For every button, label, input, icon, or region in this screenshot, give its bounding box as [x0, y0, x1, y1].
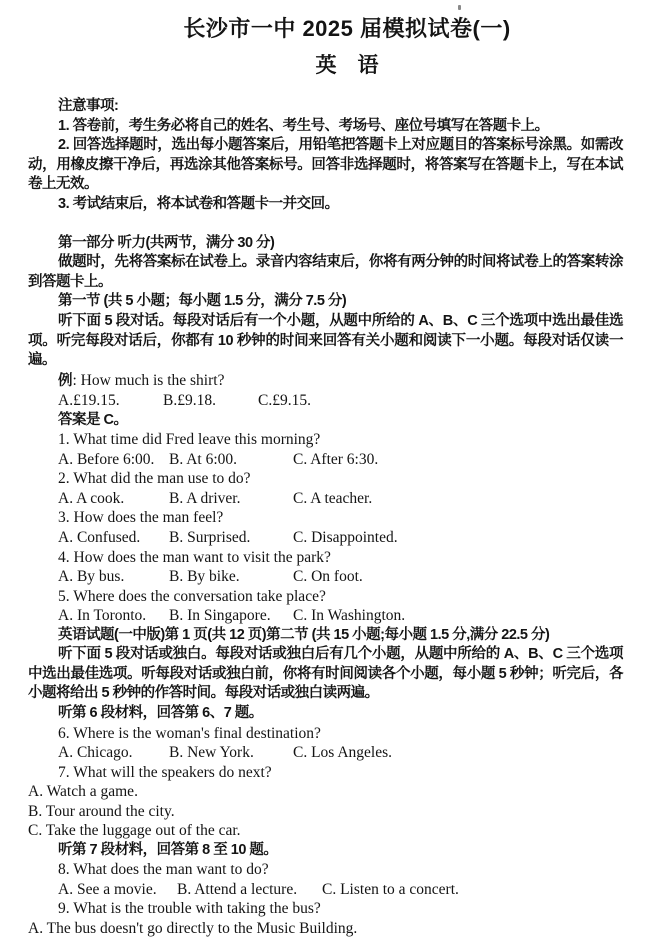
- section1-instructions: 听下面 5 段对话。每段对话后有一个小题，从题中所给的 A、B、C 三个选项中选出最佳选项。听完每段对话后，你都有 10 秒钟的时间来回答有关小题和阅读下一小题。每段对话仅读一遍。: [28, 313, 623, 369]
- notice-item-3: 3. 考试结束后，将本试卷和答题卡一并交回。: [58, 195, 339, 212]
- option-c: C. In Washington.: [293, 607, 406, 625]
- option-a: A. A cook.: [58, 489, 125, 507]
- example-options-row: [58, 391, 623, 411]
- material7-heading: 听第 7 段材料，回答第 8 至 10 题。: [58, 841, 278, 858]
- option-c: C. Los Angeles.: [293, 744, 393, 762]
- part1-heading: 第一部分 听力(共两节，满分 30 分): [58, 234, 275, 251]
- option-b: B. In Singapore.: [169, 607, 271, 625]
- exam-body: [28, 97, 623, 939]
- option-a: A. Watch a game.: [28, 783, 138, 801]
- options-row-6: [58, 743, 623, 763]
- options-row-4: [58, 567, 623, 587]
- part1-intro: 做题时，先将答案标在试卷上。录音内容结束后，你将有两分钟的时间将试卷上的答案转涂到答题卡上。: [28, 254, 623, 290]
- question-text-8: 8. What does the man want to do?: [58, 861, 269, 879]
- question-text-9: 9. What is the trouble with taking the bus?: [58, 900, 321, 918]
- option-c: C. A teacher.: [293, 489, 373, 507]
- option-a: A. By bus.: [58, 568, 125, 586]
- option-b: B. By bike.: [169, 568, 240, 586]
- section2-instructions: 听下面 5 段对话或独白。每段对话或独白后有几个小题，从题中所给的 A、B、C 三个选项中选出最佳选项。听每段对话或独白前，你将有时间阅读各个小题，每小题 5 秒钟；听完后，各小题将给出 5 秒钟的作答时间。每段对话或独白读两遍。: [28, 646, 623, 702]
- option-b: B. New York.: [169, 744, 254, 762]
- question-text-2: 2. What did the man use to do?: [58, 470, 251, 488]
- notice-item-1: 1. 答卷前，考生务必将自己的姓名、考生号、考场号、座位号填写在答题卡上。: [58, 117, 549, 134]
- option-a: A. See a movie.: [58, 880, 157, 898]
- option-b: B. At 6:00.: [169, 450, 238, 468]
- question-text-1: 1. What time did Fred leave this morning?: [58, 431, 321, 449]
- subject-title: 英 语: [315, 54, 379, 77]
- example-answer: 答案是 C。: [58, 411, 128, 428]
- page-footer-and-section2-heading: 英语试题(一中版)第 1 页(共 12 页)第二节 (共 15 小题;每小题 1.5 分,满分 22.5 分): [58, 626, 550, 643]
- options-row-8: [58, 880, 623, 900]
- question-text-5: 5. Where does the conversation take place?: [58, 587, 326, 605]
- example-option-b: B.£9.18.: [163, 392, 216, 410]
- option-c: C. Listen to a concert.: [322, 880, 459, 898]
- options-row-2: [58, 489, 623, 509]
- option-c: C. Take the luggage out of the car.: [28, 822, 241, 840]
- exam-header: [0, 0, 650, 80]
- option-b: B. Surprised.: [169, 529, 251, 547]
- material6-heading: 听第 6 段材料，回答第 6、7 题。: [58, 704, 263, 721]
- option-b: B. Tour around the city.: [28, 802, 175, 820]
- option-b: B. Attend a lecture.: [177, 880, 298, 898]
- option-c: C. On foot.: [293, 568, 363, 586]
- option-a: A. In Toronto.: [58, 607, 147, 625]
- option-c: C. Disappointed.: [293, 529, 398, 547]
- blank-line: [28, 214, 623, 234]
- example-question: [28, 371, 623, 392]
- notice-heading: 注意事项:: [58, 98, 119, 114]
- option-b: B. A driver.: [169, 489, 241, 507]
- options-row-5: [58, 606, 623, 626]
- scan-artifact-dot: [458, 5, 461, 10]
- option-a: A. Chicago.: [58, 744, 133, 762]
- example-question-text: : How much is the shirt?: [72, 371, 225, 389]
- section1-heading: 第一节 (共 5 小题；每小题 1.5 分，满分 7.5 分): [58, 293, 347, 310]
- option-a: A. Before 6:00.: [58, 450, 155, 468]
- example-option-a: A.£19.15.: [58, 392, 120, 410]
- option-a: A. Confused.: [58, 529, 141, 547]
- example-option-c: C.£9.15.: [258, 392, 311, 410]
- question-text-7: 7. What will the speakers do next?: [58, 763, 272, 781]
- option-c: C. After 6:30.: [293, 450, 379, 468]
- example-label: 例: [58, 372, 73, 389]
- question-text-3: 3. How does the man feel?: [58, 509, 224, 527]
- question-text-6: 6. Where is the woman's final destination?: [58, 724, 321, 742]
- exam-title: 长沙市一中 2025 届模拟试卷(一): [183, 16, 511, 41]
- option-a: A. The bus doesn't go directly to the Music Building.: [28, 919, 358, 937]
- question-text-4: 4. How does the man want to visit the park?: [58, 548, 331, 566]
- notice-item-2: 2. 回答选择题时，选出每小题答案后，用铅笔把答题卡上对应题目的答案标号涂黑。如需改动，用橡皮擦干净后，再选涂其他答案标号。回答非选择题时，将答案写在答题卡上，写在本试卷上无效。: [28, 137, 623, 193]
- options-row-3: [58, 528, 623, 548]
- options-row-1: [58, 450, 623, 470]
